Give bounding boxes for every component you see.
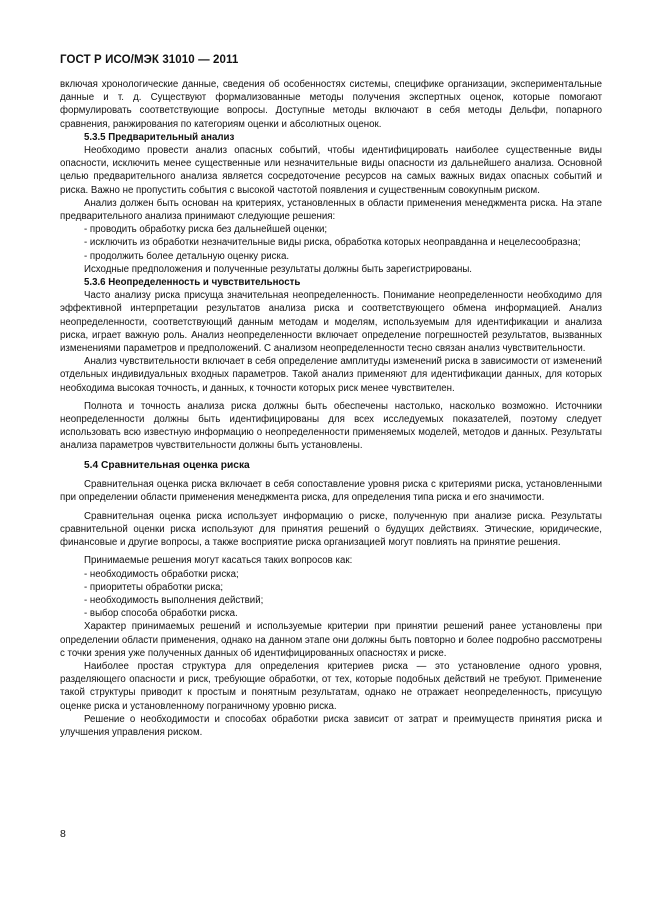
list-item: - выбор способа обработки риска. — [84, 608, 238, 620]
section-heading: 5.3.6 Неопределенность и чувствительность — [84, 277, 301, 289]
paragraph: Сравнительная оценка риска использует информацию о риске, полученную при анализе риска. Результаты сравнительной оценки риска используют для принятия решений о будущих действиях. Этические, юридические, финансовые и другие вопросы, а также восприятие риска организацией могут повлиять на принятие решения. — [60, 510, 602, 549]
paragraph: Полнота и точность анализа риска должны быть обеспечены настолько, насколько возможно. Источники неопределенности должны быть идентифицированы для всех исследуемых показателей, поэтому следует использовать всю известную информацию о неопределенности применяемых моделей, методов и данных. Результаты анализа параметров чувствительности должны быть установлены. — [60, 400, 602, 452]
paragraph: Принимаемые решения могут касаться таких вопросов как: — [84, 555, 353, 567]
document-header: ГОСТ Р ИСО/МЭК 31010 — 2011 — [60, 54, 239, 66]
paragraph: Анализ чувствительности включает в себя определение амплитуды изменений риска в зависимости от изменений отдельных индивидуальных входных параметров. Такой анализ применяют для идентификации данных, для которых необходима высокая точность, и данных, к точности которых риск менее чувствителен. — [60, 356, 602, 394]
paragraph: Часто анализу риска присуща значительная неопределенность. Понимание неопределенности необходимо для эффективной интерпретации результатов анализа риска и соответствующего обмена информацией. Анализ неопределенности, соответствующий данным методам и моделям, используемым для идентификации и анализа риска, играет важную роль. Анализ неопределенности включает определение погрешностей результатов, вызванных изменениями параметров и предположений. С анализом неопределенности тесно связан анализ чувствительности. — [60, 290, 602, 355]
paragraph: Сравнительная оценка риска включает в себя сопоставление уровня риска с критериями риска, установленными при определении области применения менеджмента риска, для определения типа риска и его значимости. — [60, 479, 602, 504]
paragraph: Наиболее простая структура для определения критериев риска — это установление одного уровня, разделяющего опасности и риск, требующие обработки, от тех, которые подобных действий не требуют. Применение такой структуры приводит к простым и понятным результатам, однако не отражает неопределенность, присущую оценке риска и установленному пограничному уровню риска. — [60, 660, 602, 712]
section-heading: 5.4 Сравнительная оценка риска — [84, 459, 250, 471]
list-item: - продолжить более детальную оценку риска. — [84, 250, 290, 262]
paragraph: Необходимо провести анализ опасных событий, чтобы идентифицировать наиболее существенные виды опасности, исключить менее существенные или незначительные виды опасности из дальнейшего анализа. Основной целью предварительного анализа является сосредоточение ресурсов на самых важных видах опасных событий и риска. Важно не пропустить события с высокой частотой появления и существенным совокупным риском. — [60, 145, 602, 196]
paragraph: Характер принимаемых решений и используемые критерии при принятии решений ранее установлены при определении области применения, однако на данном этапе они должны быть повторно и более подробно рассмотрены с точки зрения уже полученных данных об идентифицированных опасностях и риске. — [60, 621, 602, 659]
paragraph: Анализ должен быть основан на критериях, установленных в области применения менеджмента риска. На этапе предварительного анализа принимают следующие решения: — [60, 197, 602, 223]
list-item: - проводить обработку риска без дальнейшей оценки; — [84, 224, 328, 236]
paragraph: Исходные предположения и полученные результаты должны быть зарегистрированы. — [84, 263, 472, 275]
section-heading: 5.3.5 Предварительный анализ — [84, 131, 235, 143]
list-item: - необходимость выполнения действий; — [84, 594, 264, 606]
list-item: - приоритеты обработки риска; — [84, 581, 224, 593]
page-number: 8 — [60, 828, 66, 840]
paragraph: Решение о необходимости и способах обработки риска зависит от затрат и преимуществ принятия риска и улучшения управления риском. — [60, 713, 602, 738]
list-item: - необходимость обработки риска; — [84, 568, 239, 580]
list-item: - исключить из обработки незначительные виды риска, обработка которых неоправданна и нецелесообразна; — [84, 237, 581, 249]
paragraph: включая хронологические данные, сведения об особенностях системы, специфике организации, экспериментальные данные и т. д. Существуют формализованные методы получения экспертных оценок, которые помогают формулировать соответствующие вопросы. Доступные методы включают в себя методы Дельфи, попарного сравнения, ранжирования по категориям оценки и абсолютных оценок. — [60, 79, 602, 130]
document-body — [60, 78, 602, 739]
